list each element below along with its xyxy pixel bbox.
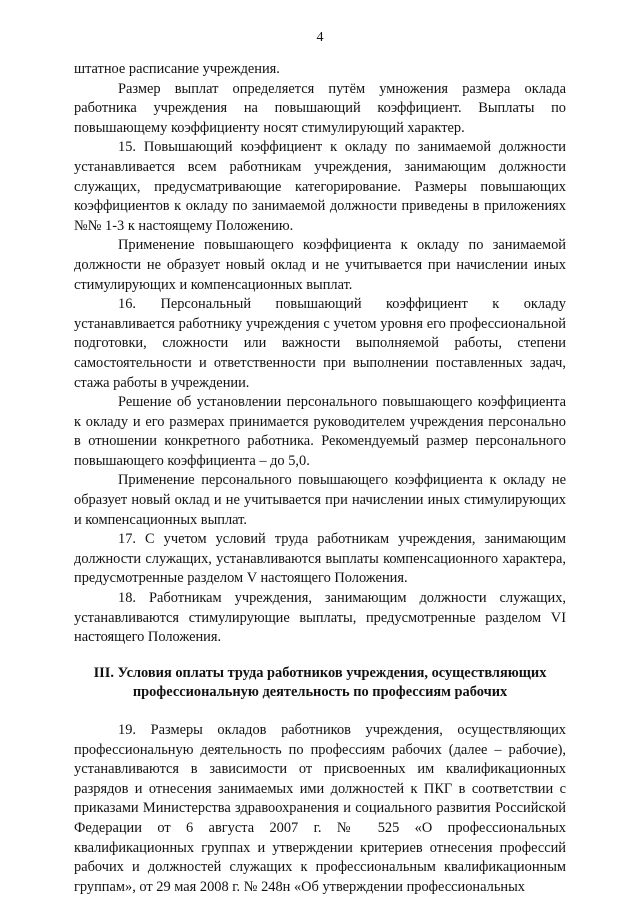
paragraph-payment-size: Размер выплат определяется путём умножения размера оклада работника учреждения на повышающий коэффициент. Выплаты по повышающему коэффициенту носят стимулирующий характер. (74, 80, 566, 136)
paragraph-16-application: Применение персонального повышающего коэффициента к окладу не образует новый оклад и не учитывается при начислении иных стимулирующих и компенсационных выплат. (74, 472, 566, 528)
paragraph-19: 19. Размеры окладов работников учреждения, осуществляющих профессиональную деятельность по профессиям рабочих (далее – рабочие), устанавливаются в зависимости от присвоенных им квалификационных разрядов и отнесения занимаемых ими должностей к ПКГ в соответствии с приказами Министерства здравоохранения и социального развития Российской Федерации от 6 августа 2007 г. № 525 «О профессиональных квалификационных группах и утверждении критериев отнесения профессий рабочих и должностей служащих к профессиональным квалификационным группам», от 29 мая 2008 г. № 248н «Об утверждении профессиональных (74, 722, 566, 895)
paragraph-18: 18. Работникам учреждения, занимающим должности служащих, устанавливаются стимулирующие выплаты, предусмотренные разделом VI настоящего Положения. (74, 590, 566, 646)
paragraph-16-decision: Решение об установлении персонального повышающего коэффициента к окладу и его размерах принимается руководителем учреждения персонально в отношении конкретного работника. Рекомендуемый размер персонального повышающего коэффициента – до 5,0. (74, 394, 566, 469)
paragraph-15: 15. Повышающий коэффициент к окладу по занимаемой должности устанавливается всем работникам учреждения, занимающим должности служащих, предусматривающие категорирование. Размеры повышающих коэффициентов к окладу по занимаемой должности приведены в приложениях №№ 1-3 к настоящему Положению. (74, 139, 566, 234)
paragraph-15-application: Применение повышающего коэффициента к окладу по занимаемой должности не образует новый оклад и не учитывается при начислении иных стимулирующих и компенсационных выплат. (74, 237, 566, 293)
paragraph-16: 16. Персональный повышающий коэффициент к окладу устанавливается работнику учреждения с учетом уровня его профессиональной подготовки, сложности или важности выполняемой работы, степени самостоятельности и ответственности при выполнении поставленных задач, стажа работы в учреждении. (74, 296, 566, 391)
document-body (74, 60, 566, 897)
page-number: 4 (316, 30, 324, 45)
paragraph-17: 17. С учетом условий труда работникам учреждения, занимающим должности служащих, устанавливаются выплаты компенсационного характера, предусмотренные разделом V настоящего Положения. (74, 531, 566, 587)
paragraph-continuation: штатное расписание учреждения. (74, 61, 280, 77)
section-heading: III. Условия оплаты труда работников учреждения, осуществляющих профессиональную деятельность по профессиям рабочих (93, 664, 547, 701)
